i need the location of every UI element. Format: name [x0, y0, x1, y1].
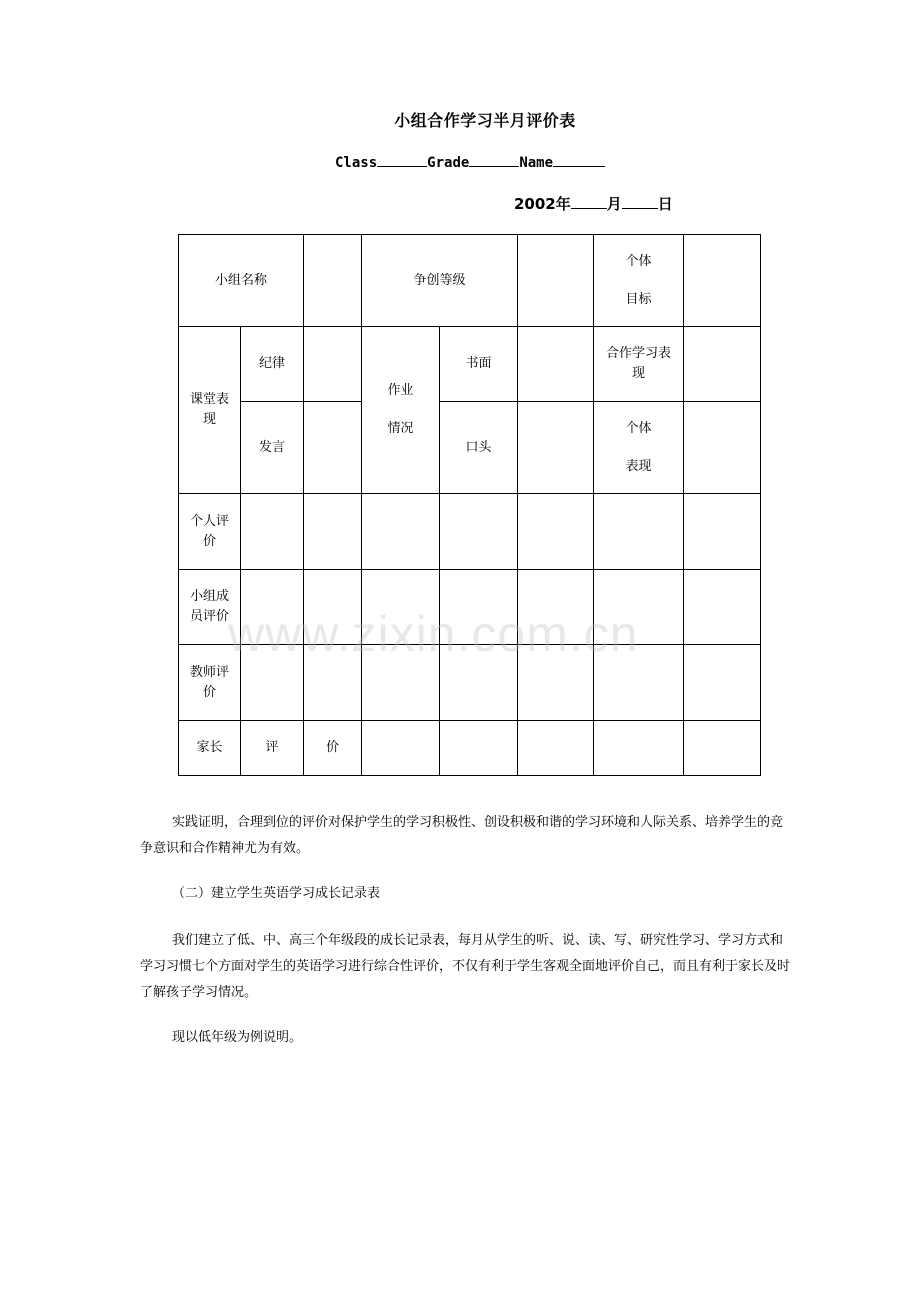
discipline-cell[interactable]: [304, 327, 362, 402]
table-cell[interactable]: [440, 494, 518, 570]
class-blank: [377, 153, 427, 167]
parent-label: 家长: [179, 721, 241, 776]
grade-label: Grade: [427, 155, 470, 171]
individual-performance-label: [594, 402, 684, 494]
individual-goal-label: [594, 235, 684, 327]
table-cell[interactable]: [684, 570, 761, 645]
homework-line2: 情况: [387, 421, 414, 436]
class-grade-name-line: [335, 153, 605, 171]
group-name-label: 小组名称: [179, 235, 304, 327]
individual-goal-line1: 个体: [625, 253, 652, 269]
grade-blank: [469, 153, 519, 167]
teacher-eval-line2: 价: [202, 684, 216, 700]
paragraph-practice-proof: 实践证明，合理到位的评价对保护学生的学习积极性、创设积极和谐的学习环境和人际关系、培养学生的竞争意识和合作精神尤为有效。: [140, 815, 784, 856]
paragraph-growth-record: 我们建立了低、中、高三个年级段的成长记录表，每月从学生的听、说、读、写、研究性学习、学习方式和学习习惯七个方面对学生的英语学习进行综合性评价，不仅有利于学生客观全面地评价自己，而且有利于家长及时了解孩子学习情况。: [140, 933, 791, 1000]
classroom-performance-label: [179, 327, 241, 494]
discipline-label: 纪律: [241, 327, 304, 402]
classroom-performance-line1: 课堂表: [189, 392, 229, 407]
homework-line1: 作业: [387, 383, 414, 398]
table-cell[interactable]: [440, 721, 518, 776]
month-blank: [571, 194, 607, 209]
cooperative-performance-label: [594, 327, 684, 402]
written-cell[interactable]: [518, 327, 594, 402]
cooperative-performance-cell[interactable]: [684, 327, 761, 402]
written-label: 书面: [440, 327, 518, 402]
oral-cell[interactable]: [518, 402, 594, 494]
table-cell[interactable]: [241, 494, 304, 570]
table-cell[interactable]: [594, 494, 684, 570]
speaking-label: 发言: [241, 402, 304, 494]
competition-level-cell[interactable]: [518, 235, 594, 327]
document-title: 小组合作学习半月评价表: [394, 111, 576, 130]
oral-label: 口头: [440, 402, 518, 494]
member-eval-line1: 小组成: [189, 589, 229, 604]
paragraph-example-note: 现以低年级为例说明。: [172, 1030, 303, 1045]
section-heading: （二）建立学生英语学习成长记录表: [172, 886, 381, 901]
table-cell[interactable]: [684, 645, 761, 721]
individual-performance-line2: 表现: [625, 458, 652, 474]
table-cell[interactable]: [362, 494, 440, 570]
cooperative-performance-line1: 合作学习表: [606, 346, 672, 361]
table-cell[interactable]: [304, 494, 362, 570]
cooperative-performance-line2: 现: [632, 366, 646, 381]
table-row: [179, 721, 761, 776]
parent-jia-label: 价: [304, 721, 362, 776]
speaking-cell[interactable]: [304, 402, 362, 494]
table-cell[interactable]: [684, 721, 761, 776]
watermark: www.zixin.com.cn: [228, 606, 639, 662]
competition-level-label: 争创等级: [362, 235, 518, 327]
evaluation-table: [178, 234, 761, 776]
parent-ping-label: 评: [241, 721, 304, 776]
date-day: 日: [657, 195, 673, 213]
individual-goal-cell[interactable]: [684, 235, 761, 327]
date-year: 2002年: [514, 195, 571, 213]
individual-performance-line1: 个体: [625, 420, 652, 436]
name-blank: [553, 153, 605, 167]
homework-label: [362, 327, 440, 494]
table-cell[interactable]: [594, 721, 684, 776]
group-name-cell[interactable]: [304, 235, 362, 327]
class-label: Class: [335, 155, 378, 171]
teacher-eval-line1: 教师评: [189, 664, 229, 680]
self-eval-label: [179, 494, 241, 570]
individual-goal-line2: 目标: [625, 291, 652, 307]
member-eval-line2: 员评价: [189, 609, 229, 624]
date-line: [514, 193, 673, 214]
table-cell[interactable]: [518, 721, 594, 776]
classroom-performance-line2: 现: [202, 412, 216, 427]
table-cell[interactable]: [518, 494, 594, 570]
table-cell[interactable]: [362, 721, 440, 776]
date-month: 月: [606, 195, 622, 213]
self-eval-line2: 价: [202, 533, 216, 549]
table-cell[interactable]: [684, 494, 761, 570]
name-label: Name: [519, 155, 554, 171]
day-blank: [622, 194, 658, 209]
table-row: [179, 494, 761, 570]
individual-performance-cell[interactable]: [684, 402, 761, 494]
self-eval-line1: 个人评: [189, 513, 229, 529]
